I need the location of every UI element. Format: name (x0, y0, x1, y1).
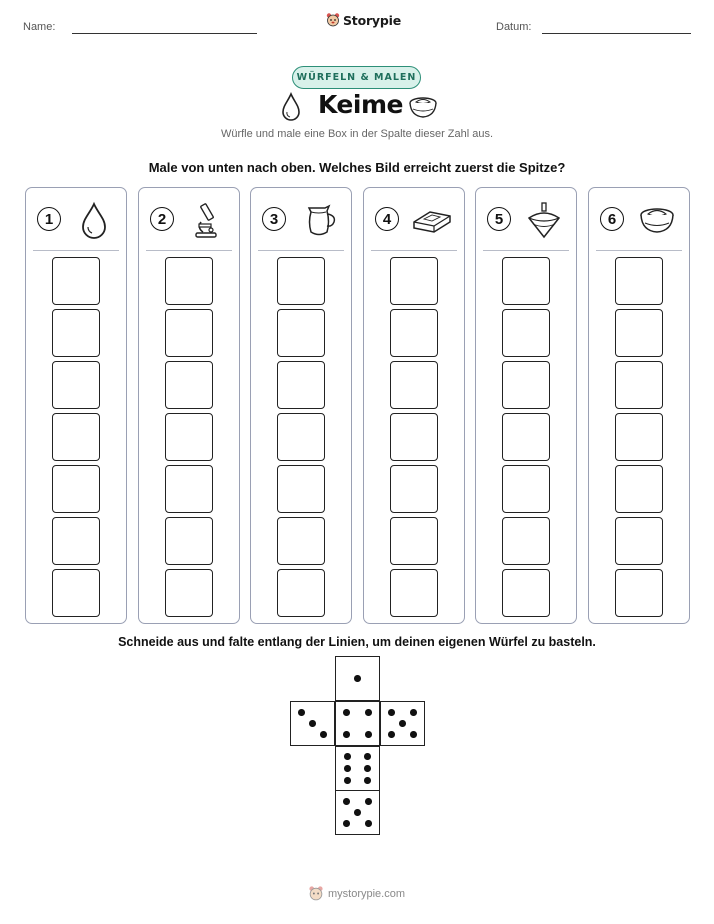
paint-box[interactable] (615, 413, 663, 461)
die-pip (309, 720, 316, 727)
paint-box[interactable] (277, 465, 325, 513)
paint-box[interactable] (390, 465, 438, 513)
paint-box[interactable] (277, 517, 325, 565)
paint-box[interactable] (165, 257, 213, 305)
column-divider (371, 250, 457, 251)
die-pip (344, 777, 351, 784)
date-line (542, 33, 691, 34)
paint-box[interactable] (390, 517, 438, 565)
paint-box[interactable] (502, 413, 550, 461)
column-number: 3 (262, 207, 286, 231)
die-face-6 (335, 746, 380, 791)
die-face-4 (335, 701, 380, 746)
die-face-1 (335, 656, 380, 701)
column-number: 2 (150, 207, 174, 231)
die-face-5-bottom (335, 790, 380, 835)
paint-box[interactable] (615, 309, 663, 357)
name-label: Name: (23, 21, 56, 33)
column-6 (588, 187, 690, 624)
die-pip (410, 709, 417, 716)
column-divider (596, 250, 682, 251)
paint-box[interactable] (502, 361, 550, 409)
paint-box[interactable] (277, 413, 325, 461)
die-pip (365, 731, 372, 738)
die-pip (410, 731, 417, 738)
instruction-text: Male von unten nach oben. Welches Bild erreicht zuerst die Spitze? (148, 160, 566, 175)
paint-box[interactable] (502, 569, 550, 617)
die-pip (365, 820, 372, 827)
cut-instruction: Schneide aus und falte entlang der Linien, um deinen eigenen Würfel zu basteln. (118, 635, 596, 649)
die-face-5 (380, 701, 425, 746)
paint-box[interactable] (277, 257, 325, 305)
page-title: Keime (318, 90, 403, 119)
die-pip (354, 675, 361, 682)
column-number: 5 (487, 207, 511, 231)
paint-box[interactable] (390, 361, 438, 409)
column-number: 1 (37, 207, 61, 231)
soap-bar-icon (412, 200, 452, 240)
paint-box[interactable] (502, 465, 550, 513)
paint-box[interactable] (165, 569, 213, 617)
die-pip (365, 709, 372, 716)
die-pip (298, 709, 305, 716)
paint-box[interactable] (502, 517, 550, 565)
paint-box[interactable] (52, 309, 100, 357)
die-pip (399, 720, 406, 727)
paint-box[interactable] (52, 465, 100, 513)
storypie-mascot-icon (326, 12, 340, 28)
die-pip (343, 731, 350, 738)
storypie-mascot-icon (308, 885, 324, 902)
paint-box[interactable] (390, 309, 438, 357)
paint-box[interactable] (277, 309, 325, 357)
paint-box[interactable] (277, 361, 325, 409)
die-pip (365, 798, 372, 805)
date-label: Datum: (496, 21, 532, 33)
die-pip (344, 753, 351, 760)
paint-box[interactable] (390, 257, 438, 305)
yogurt-bowl-icon (407, 94, 439, 120)
paint-box[interactable] (390, 569, 438, 617)
paint-box[interactable] (615, 465, 663, 513)
paint-box[interactable] (502, 257, 550, 305)
spinning-top-icon (524, 200, 564, 240)
column-4 (363, 187, 465, 624)
die-face-3 (290, 701, 335, 746)
paint-box[interactable] (277, 569, 325, 617)
die-pip (388, 709, 395, 716)
die-pip (388, 731, 395, 738)
brand-name: Storypie (343, 12, 401, 28)
paint-box[interactable] (165, 465, 213, 513)
die-pip (364, 765, 371, 772)
paint-box[interactable] (52, 361, 100, 409)
column-divider (258, 250, 344, 251)
die-pip (343, 798, 350, 805)
paint-box[interactable] (165, 517, 213, 565)
column-3 (250, 187, 352, 624)
paint-box[interactable] (52, 413, 100, 461)
paint-box[interactable] (502, 309, 550, 357)
column-number: 6 (600, 207, 624, 231)
column-number: 4 (375, 207, 399, 231)
paint-box[interactable] (52, 517, 100, 565)
name-line (72, 33, 257, 34)
brand-logo (326, 12, 401, 28)
water-drop-icon (280, 92, 302, 122)
column-divider (146, 250, 232, 251)
die-pip (364, 753, 371, 760)
paint-box[interactable] (615, 517, 663, 565)
die-pip (344, 765, 351, 772)
yogurt-bowl-icon (637, 200, 677, 240)
paint-box[interactable] (52, 569, 100, 617)
paint-box[interactable] (52, 257, 100, 305)
microscope-icon (187, 200, 227, 240)
paint-box[interactable] (390, 413, 438, 461)
paint-box[interactable] (615, 257, 663, 305)
page-subtitle: Würfle und male eine Box in der Spalte dieser Zahl aus. (220, 128, 494, 140)
footer-url[interactable]: mystorypie.com (328, 887, 406, 900)
die-pip (364, 777, 371, 784)
paint-box[interactable] (165, 361, 213, 409)
category-badge: WÜRFELN & MALEN (292, 66, 421, 89)
water-drop-icon (74, 200, 114, 240)
column-2 (138, 187, 240, 624)
footer (308, 885, 405, 902)
die-pip (343, 709, 350, 716)
column-1 (25, 187, 127, 624)
jug-icon (299, 200, 339, 240)
die-pip (320, 731, 327, 738)
die-pip (343, 820, 350, 827)
column-divider (33, 250, 119, 251)
paint-box[interactable] (615, 569, 663, 617)
column-5 (475, 187, 577, 624)
die-pip (354, 809, 361, 816)
paint-box[interactable] (615, 361, 663, 409)
paint-box[interactable] (165, 309, 213, 357)
column-divider (483, 250, 569, 251)
paint-box[interactable] (165, 413, 213, 461)
